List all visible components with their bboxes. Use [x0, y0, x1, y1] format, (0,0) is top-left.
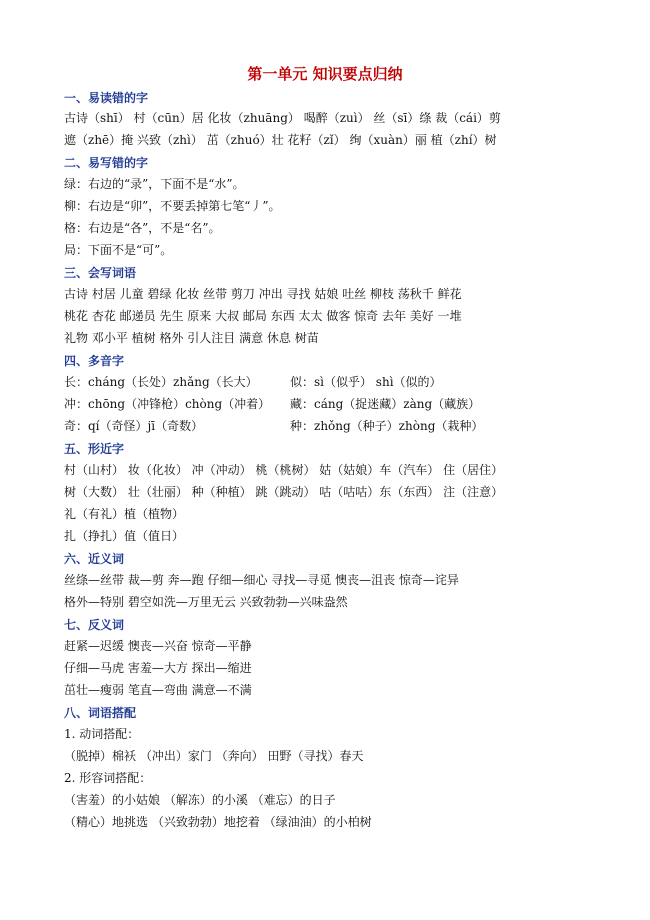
section-heading-8: 八、词语搭配 [64, 706, 137, 720]
s5-line-4: 扎（挣扎）值（值日） [64, 529, 185, 543]
s6-line-2: 格外—特别 碧空如洗—万里无云 兴致勃勃—兴味盎然 [64, 595, 348, 609]
s8-sub2-label: 2. 形容词搭配： [64, 771, 152, 785]
s5-line-2: 树（大数） 壮（壮丽） 种（种植） 跳（跳动） 咕（咕咕）东（东西） 注（注意） [64, 485, 504, 499]
section-heading-7: 七、反义词 [64, 618, 125, 632]
section-heading-3: 三、会写词语 [64, 266, 137, 280]
s5-line-1: 村（山村） 妆（化妆） 冲（冲动） 桃（桃树） 姑（姑娘）车（汽车） 住（居住） [64, 463, 504, 477]
s3-line-2: 桃花 杏花 邮递员 先生 原来 大叔 邮局 东西 太太 做客 惊奇 去年 美好 一堆 [64, 309, 462, 323]
s2-line-1: 绿：右边的“录”，下面不是“水”。 [64, 177, 245, 191]
section-heading-5: 五、形近字 [64, 442, 125, 456]
s8-sub2-line-2: （精心）地挑选 （兴致勃勃）地挖着 （绿油油）的小柏树 [64, 815, 372, 829]
s4-right-1: 似：sì（似乎） shì（似的） [290, 375, 442, 389]
s2-line-4: 局：下面不是“可”。 [64, 243, 173, 257]
s4-right-2: 藏：cáng（捉迷藏）zàng（藏族） [290, 397, 481, 411]
s5-line-3: 礼（有礼）植（植物） [64, 507, 185, 521]
s1-line-1: 古诗（shī） 村（cūn）居 化妆（zhuāng） 喝醉（zuì） 丝（sī）绦 裁（cái）剪 [64, 111, 501, 125]
section-heading-6: 六、近义词 [64, 552, 125, 566]
s7-line-2: 仔细—马虎 害羞—大方 探出—缩进 [64, 661, 252, 675]
s3-line-3: 礼物 邓小平 植树 格外 引人注目 满意 休息 树苗 [64, 331, 319, 345]
s7-line-1: 赶紧—迟缓 懊丧—兴奋 惊奇—平静 [64, 639, 252, 653]
s1-line-2: 遮（zhē）掩 兴致（zhì） 茁（zhuó）壮 花籽（zǐ） 绚（xuàn）丽 植（zhí）树 [64, 133, 497, 147]
s6-line-1: 丝绦—丝带 裁—剪 奔—跑 仔细—细心 寻找—寻觅 懊丧—沮丧 惊奇—诧异 [64, 573, 459, 587]
s2-line-3: 格：右边是“各”，不是“名”。 [64, 221, 221, 235]
page-title: 第一单元 知识要点归纳 [247, 65, 403, 83]
section-heading-1: 一、易读错的字 [64, 91, 149, 105]
s4-left-2: 冲：chōng（冲锋枪）chòng（冲着） [64, 397, 271, 411]
s4-right-3: 种：zhǒng（种子）zhòng（栽种） [290, 419, 484, 433]
s8-sub2-line-1: （害羞）的小姑娘 （解冻）的小溪 （难忘）的日子 [64, 793, 336, 807]
s4-left-1: 长：cháng（长处）zhǎng（长大） [64, 375, 258, 389]
s4-left-3: 奇：qí（奇怪）jī（奇数） [64, 419, 204, 433]
s8-sub1-line: （脱掉）棉袄 （冲出）家门 （奔向） 田野（寻找）春天 [64, 749, 364, 763]
section-heading-2: 二、易写错的字 [64, 156, 149, 170]
section-heading-4: 四、多音字 [64, 354, 125, 368]
s8-sub1-label: 1. 动词搭配： [64, 727, 140, 741]
s7-line-3: 茁壮—瘦弱 笔直—弯曲 满意—不满 [64, 683, 252, 697]
s3-line-1: 古诗 村居 儿童 碧绿 化妆 丝带 剪刀 冲出 寻找 姑娘 吐丝 柳枝 荡秋千 鲜花 [64, 287, 462, 301]
s2-line-2: 柳：右边是“卯”，不要丢掉第七笔“丿”。 [64, 199, 281, 213]
